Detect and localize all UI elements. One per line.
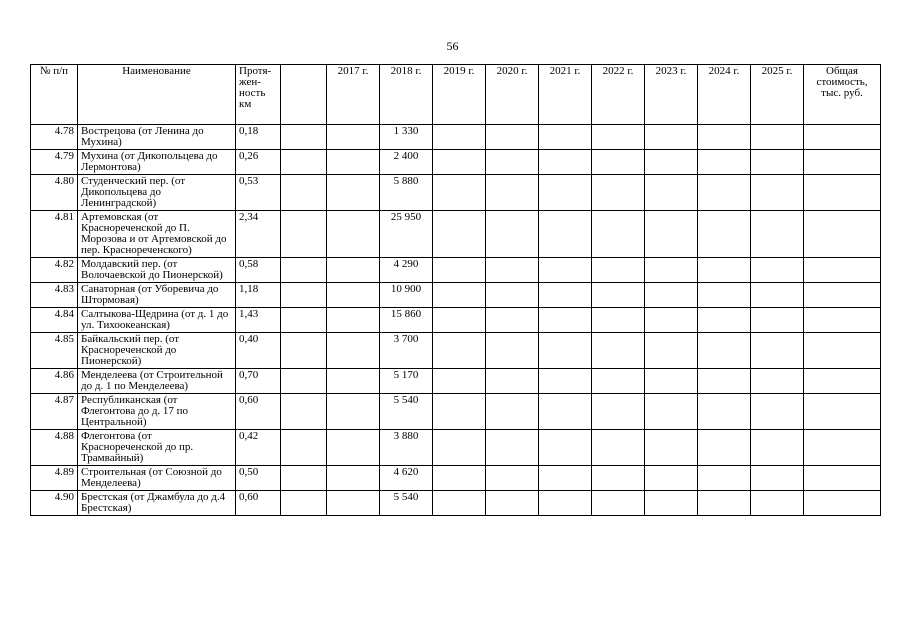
cell-2018: 3 880 [380, 430, 433, 466]
row-number: 4.88 [31, 430, 78, 466]
cell-2023 [645, 491, 698, 516]
cell-2018: 4 290 [380, 258, 433, 283]
cell-2017 [327, 125, 380, 150]
header-year-2018: 2018 г. [380, 65, 433, 125]
header-year-2024: 2024 г. [698, 65, 751, 125]
blank-cell [281, 150, 327, 175]
cell-2025 [751, 175, 804, 211]
cell-2021 [539, 283, 592, 308]
road-name: Мухина (от Дикопольцева до Лермонтова) [78, 150, 236, 175]
page-number: 56 [446, 39, 459, 53]
road-name: Молдавский пер. (от Волочаевской до Пионерской) [78, 258, 236, 283]
cell-2021 [539, 125, 592, 150]
blank-cell [281, 430, 327, 466]
cell-2025 [751, 150, 804, 175]
road-length: 0,26 [236, 150, 281, 175]
cell-total-cost [804, 283, 881, 308]
road-name: Студенческий пер. (от Дикопольцева до Ленинградской) [78, 175, 236, 211]
blank-cell [281, 369, 327, 394]
cell-2020 [486, 333, 539, 369]
table-row [31, 430, 881, 466]
blank-cell [281, 125, 327, 150]
cell-2023 [645, 283, 698, 308]
cell-2022 [592, 394, 645, 430]
row-number: 4.84 [31, 308, 78, 333]
table-row [31, 491, 881, 516]
header-length: Протя- жен- ность км [236, 65, 281, 125]
cell-total-cost [804, 308, 881, 333]
cell-2025 [751, 394, 804, 430]
cell-2019 [433, 308, 486, 333]
cell-total-cost [804, 369, 881, 394]
blank-cell [281, 466, 327, 491]
cell-2021 [539, 491, 592, 516]
road-length: 0,50 [236, 466, 281, 491]
cell-2018: 3 700 [380, 333, 433, 369]
cell-2019 [433, 150, 486, 175]
cell-2022 [592, 211, 645, 258]
cell-2021 [539, 394, 592, 430]
cell-2021 [539, 308, 592, 333]
cell-2021 [539, 175, 592, 211]
header-year-2021: 2021 г. [539, 65, 592, 125]
cell-2019 [433, 283, 486, 308]
road-length: 0,70 [236, 369, 281, 394]
cell-2018: 5 170 [380, 369, 433, 394]
cell-2019 [433, 394, 486, 430]
cell-2021 [539, 369, 592, 394]
road-length: 2,34 [236, 211, 281, 258]
header-year-2023: 2023 г. [645, 65, 698, 125]
road-name: Салтыкова-Щедрина (от д. 1 до ул. Тихоокеанская) [78, 308, 236, 333]
cell-2017 [327, 394, 380, 430]
cell-2019 [433, 175, 486, 211]
cell-2017 [327, 211, 380, 258]
cell-2021 [539, 211, 592, 258]
blank-cell [281, 333, 327, 369]
cell-2025 [751, 283, 804, 308]
row-number: 4.82 [31, 258, 78, 283]
header-year-2025: 2025 г. [751, 65, 804, 125]
cell-2019 [433, 369, 486, 394]
cell-2018: 2 400 [380, 150, 433, 175]
cell-2019 [433, 211, 486, 258]
row-number: 4.81 [31, 211, 78, 258]
table-body [31, 125, 881, 516]
header-num: № п/п [31, 65, 78, 125]
cell-2022 [592, 369, 645, 394]
cell-total-cost [804, 466, 881, 491]
cell-2020 [486, 211, 539, 258]
header-year-2022: 2022 г. [592, 65, 645, 125]
cell-2020 [486, 150, 539, 175]
cell-2024 [698, 466, 751, 491]
cell-total-cost [804, 150, 881, 175]
cell-2024 [698, 308, 751, 333]
cell-2020 [486, 466, 539, 491]
cell-2017 [327, 150, 380, 175]
cell-2021 [539, 430, 592, 466]
cell-2021 [539, 150, 592, 175]
row-number: 4.85 [31, 333, 78, 369]
road-length: 1,18 [236, 283, 281, 308]
cell-2024 [698, 394, 751, 430]
cell-total-cost [804, 333, 881, 369]
cell-2025 [751, 369, 804, 394]
road-length: 0,53 [236, 175, 281, 211]
road-length: 0,18 [236, 125, 281, 150]
cell-2025 [751, 125, 804, 150]
cell-2018: 15 860 [380, 308, 433, 333]
cell-2022 [592, 308, 645, 333]
cell-2024 [698, 369, 751, 394]
cell-2023 [645, 150, 698, 175]
cell-2018: 1 330 [380, 125, 433, 150]
cell-2019 [433, 430, 486, 466]
cell-2024 [698, 430, 751, 466]
cell-2019 [433, 333, 486, 369]
table-row [31, 466, 881, 491]
cell-2020 [486, 175, 539, 211]
cell-2017 [327, 258, 380, 283]
cell-2018: 5 540 [380, 394, 433, 430]
cell-2017 [327, 333, 380, 369]
road-name: Байкальский пер. (от Краснореченской до Пионерской) [78, 333, 236, 369]
table-row [31, 258, 881, 283]
cell-2020 [486, 283, 539, 308]
road-name: Санаторная (от Уборевича до Штормовая) [78, 283, 236, 308]
cell-2025 [751, 308, 804, 333]
table-row [31, 308, 881, 333]
header-year-2017: 2017 г. [327, 65, 380, 125]
road-name: Вострецова (от Ленина до Мухина) [78, 125, 236, 150]
cell-2024 [698, 175, 751, 211]
blank-cell [281, 394, 327, 430]
table-row [31, 150, 881, 175]
cell-2018: 10 900 [380, 283, 433, 308]
blank-cell [281, 491, 327, 516]
table-row [31, 125, 881, 150]
road-name: Брестская (от Джамбула до д.4 Брестская) [78, 491, 236, 516]
cell-2018: 5 540 [380, 491, 433, 516]
cell-2017 [327, 491, 380, 516]
cell-2019 [433, 125, 486, 150]
cell-2023 [645, 369, 698, 394]
cell-2025 [751, 466, 804, 491]
cell-2025 [751, 333, 804, 369]
cell-2019 [433, 258, 486, 283]
cell-2022 [592, 466, 645, 491]
road-length: 0,58 [236, 258, 281, 283]
row-number: 4.78 [31, 125, 78, 150]
cell-2024 [698, 125, 751, 150]
cell-2024 [698, 150, 751, 175]
cell-2022 [592, 333, 645, 369]
cell-2017 [327, 175, 380, 211]
cell-total-cost [804, 491, 881, 516]
cell-2022 [592, 258, 645, 283]
cell-2023 [645, 125, 698, 150]
road-length: 0,42 [236, 430, 281, 466]
blank-cell [281, 175, 327, 211]
cell-2023 [645, 466, 698, 491]
cell-2017 [327, 430, 380, 466]
blank-cell [281, 308, 327, 333]
road-name: Менделеева (от Строительной до д. 1 по Менделеева) [78, 369, 236, 394]
cell-2020 [486, 308, 539, 333]
cell-2021 [539, 258, 592, 283]
cell-2020 [486, 258, 539, 283]
cell-2023 [645, 394, 698, 430]
cell-2017 [327, 369, 380, 394]
cell-2023 [645, 211, 698, 258]
cell-2020 [486, 491, 539, 516]
cell-2025 [751, 211, 804, 258]
table-row [31, 369, 881, 394]
cell-2022 [592, 430, 645, 466]
cell-2021 [539, 466, 592, 491]
cell-2020 [486, 369, 539, 394]
cell-2019 [433, 491, 486, 516]
road-name: Республиканская (от Флегонтова до д. 17 по Центральной) [78, 394, 236, 430]
cell-2017 [327, 466, 380, 491]
table-header-row [31, 65, 881, 125]
table-row [31, 211, 881, 258]
cell-2018: 5 880 [380, 175, 433, 211]
cell-total-cost [804, 211, 881, 258]
cell-2022 [592, 491, 645, 516]
header-year-2019: 2019 г. [433, 65, 486, 125]
cell-2025 [751, 491, 804, 516]
cell-total-cost [804, 430, 881, 466]
road-name: Флегонтова (от Краснореченской до пр. Трамвайный) [78, 430, 236, 466]
cell-2022 [592, 175, 645, 211]
blank-cell [281, 258, 327, 283]
cell-2025 [751, 258, 804, 283]
cell-2024 [698, 333, 751, 369]
row-number: 4.86 [31, 369, 78, 394]
cell-2023 [645, 258, 698, 283]
cell-2024 [698, 211, 751, 258]
cell-2023 [645, 430, 698, 466]
cell-2023 [645, 175, 698, 211]
table-row [31, 333, 881, 369]
table-row [31, 175, 881, 211]
blank-cell [281, 283, 327, 308]
road-name: Артемовская (от Краснореченской до П. Морозова и от Артемовской до пер. Краснореченского) [78, 211, 236, 258]
road-name: Строительная (от Союзной до Менделеева) [78, 466, 236, 491]
road-repair-table [30, 64, 881, 516]
cell-2024 [698, 491, 751, 516]
cell-total-cost [804, 258, 881, 283]
road-length: 0,40 [236, 333, 281, 369]
header-year-2020: 2020 г. [486, 65, 539, 125]
header-total-cost: Общая стоимость, тыс. руб. [804, 65, 881, 125]
road-length: 1,43 [236, 308, 281, 333]
cell-2018: 25 950 [380, 211, 433, 258]
cell-2020 [486, 125, 539, 150]
row-number: 4.79 [31, 150, 78, 175]
header-name: Наименование [78, 65, 236, 125]
cell-2019 [433, 466, 486, 491]
road-length: 0,60 [236, 394, 281, 430]
blank-cell [281, 211, 327, 258]
cell-2023 [645, 308, 698, 333]
cell-total-cost [804, 125, 881, 150]
header-blank [281, 65, 327, 125]
cell-2017 [327, 308, 380, 333]
cell-2024 [698, 258, 751, 283]
cell-total-cost [804, 175, 881, 211]
cell-2025 [751, 430, 804, 466]
table-row [31, 283, 881, 308]
road-length: 0,60 [236, 491, 281, 516]
cell-total-cost [804, 394, 881, 430]
cell-2017 [327, 283, 380, 308]
row-number: 4.80 [31, 175, 78, 211]
cell-2022 [592, 283, 645, 308]
row-number: 4.83 [31, 283, 78, 308]
cell-2024 [698, 283, 751, 308]
table-row [31, 394, 881, 430]
cell-2020 [486, 430, 539, 466]
row-number: 4.89 [31, 466, 78, 491]
cell-2023 [645, 333, 698, 369]
cell-2022 [592, 125, 645, 150]
cell-2018: 4 620 [380, 466, 433, 491]
row-number: 4.90 [31, 491, 78, 516]
cell-2020 [486, 394, 539, 430]
row-number: 4.87 [31, 394, 78, 430]
cell-2021 [539, 333, 592, 369]
cell-2022 [592, 150, 645, 175]
